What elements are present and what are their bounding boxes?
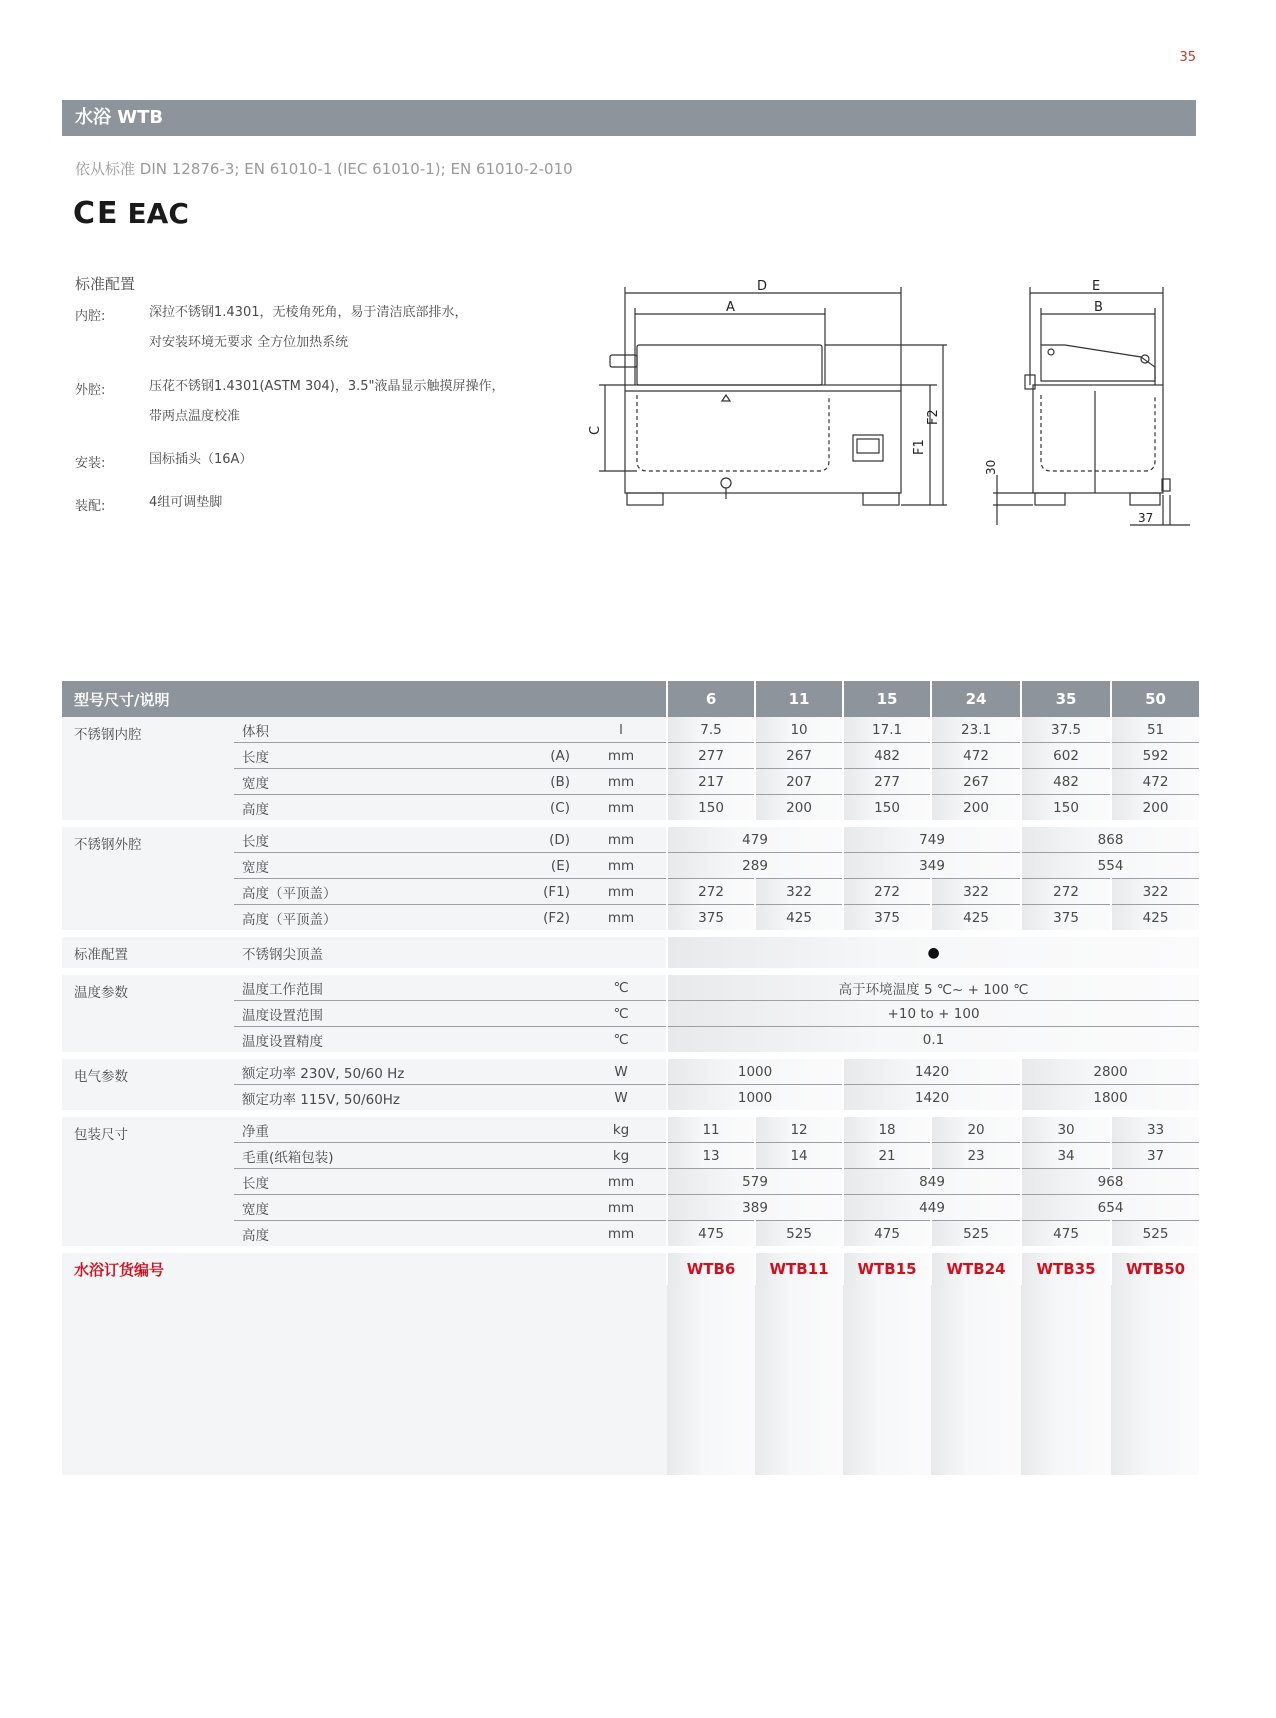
value-cell: 322 <box>755 879 843 905</box>
value-cell: 525 <box>755 1221 843 1247</box>
param-name: 宽度 <box>234 853 456 879</box>
param-name: 体积 <box>234 717 456 743</box>
group-label: 不锈钢外腔 <box>62 827 234 930</box>
value-cell: 267 <box>755 743 843 769</box>
param-name: 长度 <box>234 743 456 769</box>
value-cell: 289 <box>667 853 843 879</box>
value-cell: 479 <box>667 827 843 853</box>
param-symbol: (C) <box>456 795 576 821</box>
foot <box>627 493 663 505</box>
config-line: 带两点温度校准 <box>149 409 241 424</box>
group-label: 标准配置 <box>62 937 234 968</box>
table-row <box>62 717 1199 743</box>
front-handle <box>610 355 637 367</box>
table-header-label: 型号尺寸/说明 <box>62 681 667 717</box>
value-cell: 1420 <box>843 1085 1021 1111</box>
value-cell <box>667 937 1199 968</box>
filler-row <box>62 1285 1199 1475</box>
value-cell: 51 <box>1111 717 1199 743</box>
value-cell: 267 <box>931 769 1021 795</box>
label-f2: F2 <box>926 409 941 425</box>
value-cell: 482 <box>1021 769 1111 795</box>
value-cell: 277 <box>843 769 931 795</box>
inner-tank-outline <box>637 395 829 471</box>
value-cell: 13 <box>667 1143 755 1169</box>
value-cell: 654 <box>1021 1195 1199 1221</box>
order-code: WTB35 <box>1021 1253 1111 1285</box>
front-lid <box>637 345 822 385</box>
config-label: 外腔: <box>75 383 106 398</box>
table-row <box>62 827 1199 853</box>
param-symbol: (D) <box>456 827 576 853</box>
param-name: 长度 <box>234 1169 456 1195</box>
param-unit: ℃ <box>576 1027 667 1053</box>
value-cell: 272 <box>667 879 755 905</box>
value-cell: 579 <box>667 1169 843 1195</box>
value-cell: 375 <box>667 905 755 931</box>
param-unit: ℃ <box>576 1001 667 1027</box>
value-cell: 23.1 <box>931 717 1021 743</box>
value-cell: 17.1 <box>843 717 931 743</box>
value-cell: 449 <box>843 1195 1021 1221</box>
param-unit: ℃ <box>576 975 667 1001</box>
param-unit: mm <box>576 879 667 905</box>
param-symbol: (F1) <box>456 879 576 905</box>
config-line: 对安装环境无要求 全方位加热系统 <box>149 335 349 350</box>
side-lid <box>1041 345 1155 381</box>
value-cell: 7.5 <box>667 717 755 743</box>
value-cell: 272 <box>1021 879 1111 905</box>
standards-text: 依从标准 DIN 12876-3; EN 61010-1 (IEC 61010-1); EN 61010-2-010 <box>75 160 573 178</box>
value-cell: 322 <box>1111 879 1199 905</box>
ce-mark: CE <box>73 196 120 231</box>
value-cell: 472 <box>1111 769 1199 795</box>
param-symbol: (E) <box>456 853 576 879</box>
value-cell: 425 <box>755 905 843 931</box>
param-symbol: (F2) <box>456 905 576 931</box>
dimension-drawing <box>585 275 1195 535</box>
value-cell: 200 <box>755 795 843 821</box>
label-a: A <box>726 300 735 315</box>
param-symbol <box>456 975 576 1001</box>
order-code: WTB6 <box>667 1253 755 1285</box>
param-symbol <box>456 1221 576 1247</box>
order-code: WTB11 <box>755 1253 843 1285</box>
param-symbol: (A) <box>456 743 576 769</box>
param-unit: kg <box>576 1117 667 1143</box>
value-cell: 272 <box>843 879 931 905</box>
value-cell: 592 <box>1111 743 1199 769</box>
table-row <box>62 1059 1199 1085</box>
value-cell: 525 <box>1111 1221 1199 1247</box>
param-unit: mm <box>576 827 667 853</box>
spec-table <box>62 681 1199 1475</box>
value-cell: 475 <box>667 1221 755 1247</box>
param-unit: mm <box>576 905 667 931</box>
param-unit: kg <box>576 1143 667 1169</box>
param-name: 宽度 <box>234 769 456 795</box>
label-f1: F1 <box>912 439 927 455</box>
param-name: 高度（平顶盖） <box>234 905 456 931</box>
config-line: 深拉不锈钢1.4301，无棱角死角，易于清洁底部排水， <box>149 305 468 320</box>
foot <box>863 493 899 505</box>
certification-marks <box>73 196 189 231</box>
group-label: 包装尺寸 <box>62 1117 234 1246</box>
value-cell: +10 to + 100 <box>667 1001 1199 1027</box>
label-e: E <box>1092 279 1101 294</box>
model-header: 24 <box>931 681 1021 717</box>
param-name: 长度 <box>234 827 456 853</box>
value-cell: 150 <box>1021 795 1111 821</box>
value-cell: 554 <box>1021 853 1199 879</box>
order-label: 水浴订货编号 <box>62 1253 667 1285</box>
group-label: 电气参数 <box>62 1059 234 1110</box>
param-name: 净重 <box>234 1117 456 1143</box>
value-cell: 37.5 <box>1021 717 1111 743</box>
config-label: 内腔: <box>75 309 106 324</box>
config-line: 压花不锈钢1.4301(ASTM 304)，3.5"液晶显示触摸屏操作， <box>149 379 505 394</box>
value-cell: 12 <box>755 1117 843 1143</box>
value-cell: 349 <box>843 853 1021 879</box>
drain-valve <box>721 478 731 488</box>
value-cell: 150 <box>843 795 931 821</box>
value-cell: 20 <box>931 1117 1021 1143</box>
label-b: B <box>1094 300 1103 315</box>
param-symbol: (B) <box>456 769 576 795</box>
value-cell: 475 <box>1021 1221 1111 1247</box>
param-unit: mm <box>576 1221 667 1247</box>
value-cell: 14 <box>755 1143 843 1169</box>
param-symbol <box>456 1195 576 1221</box>
param-unit <box>576 937 667 968</box>
page-number: 35 <box>1179 50 1196 65</box>
param-symbol <box>456 1027 576 1053</box>
config-line: 4组可调垫脚 <box>149 495 223 510</box>
param-name: 毛重(纸箱包装) <box>234 1143 456 1169</box>
config-label: 装配: <box>75 499 106 514</box>
value-cell: 868 <box>1021 827 1199 853</box>
value-cell: 11 <box>667 1117 755 1143</box>
value-cell: 472 <box>931 743 1021 769</box>
side-body <box>1033 385 1163 493</box>
value-cell: 1000 <box>667 1085 843 1111</box>
param-unit: mm <box>576 1169 667 1195</box>
label-37: 37 <box>1138 511 1154 525</box>
table-header-row <box>62 681 1199 717</box>
param-name: 高度 <box>234 795 456 821</box>
table-row <box>62 1117 1199 1143</box>
param-name: 高度 <box>234 1221 456 1247</box>
label-30: 30 <box>984 459 998 475</box>
param-name: 宽度 <box>234 1195 456 1221</box>
foot <box>1035 493 1065 505</box>
model-header: 50 <box>1111 681 1199 717</box>
param-unit: mm <box>576 1195 667 1221</box>
value-cell: 高于环境温度 5 ℃~ + 100 ℃ <box>667 975 1199 1001</box>
value-cell: 207 <box>755 769 843 795</box>
param-unit: mm <box>576 743 667 769</box>
value-cell: 37 <box>1111 1143 1199 1169</box>
value-cell: 0.1 <box>667 1027 1199 1053</box>
param-symbol <box>456 937 576 968</box>
order-code: WTB24 <box>931 1253 1021 1285</box>
param-unit: W <box>576 1059 667 1085</box>
value-cell: 389 <box>667 1195 843 1221</box>
eac-mark: EAC <box>127 197 189 230</box>
param-symbol <box>456 717 576 743</box>
param-symbol <box>456 1169 576 1195</box>
value-cell: 322 <box>931 879 1021 905</box>
group-label: 不锈钢内腔 <box>62 717 234 820</box>
page-title: 水浴 WTB <box>62 100 1196 136</box>
value-cell: 217 <box>667 769 755 795</box>
value-cell: 602 <box>1021 743 1111 769</box>
param-unit: mm <box>576 795 667 821</box>
param-name: 温度设置精度 <box>234 1027 456 1053</box>
param-unit: mm <box>576 853 667 879</box>
value-cell: 200 <box>931 795 1021 821</box>
value-cell: 200 <box>1111 795 1199 821</box>
param-symbol <box>456 1085 576 1111</box>
value-cell: 968 <box>1021 1169 1199 1195</box>
model-header: 15 <box>843 681 931 717</box>
config-line: 国标插头（16A） <box>149 452 253 467</box>
config-heading: 标准配置 <box>75 275 136 293</box>
value-cell: 1000 <box>667 1059 843 1085</box>
param-name: 额定功率 230V, 50/60 Hz <box>234 1059 456 1085</box>
param-name: 温度设置范围 <box>234 1001 456 1027</box>
order-code: WTB50 <box>1111 1253 1199 1285</box>
model-header: 35 <box>1021 681 1111 717</box>
value-cell: 475 <box>843 1221 931 1247</box>
param-name: 温度工作范围 <box>234 975 456 1001</box>
param-symbol <box>456 1143 576 1169</box>
value-cell: 150 <box>667 795 755 821</box>
included-dot-icon: ● <box>927 944 940 961</box>
value-cell: 425 <box>931 905 1021 931</box>
value-cell: 34 <box>1021 1143 1111 1169</box>
label-d: D <box>757 279 768 294</box>
foot <box>1130 493 1160 505</box>
value-cell: 375 <box>843 905 931 931</box>
value-cell: 33 <box>1111 1117 1199 1143</box>
param-name: 不锈钢尖顶盖 <box>234 937 456 968</box>
group-label: 温度参数 <box>62 975 234 1052</box>
value-cell: 849 <box>843 1169 1021 1195</box>
table-row <box>62 975 1199 1001</box>
param-unit: mm <box>576 769 667 795</box>
value-cell: 425 <box>1111 905 1199 931</box>
order-row <box>62 1253 1199 1285</box>
value-cell: 21 <box>843 1143 931 1169</box>
param-symbol <box>456 1001 576 1027</box>
value-cell: 277 <box>667 743 755 769</box>
param-symbol <box>456 1059 576 1085</box>
value-cell: 482 <box>843 743 931 769</box>
label-c: C <box>588 425 603 435</box>
value-cell: 10 <box>755 717 843 743</box>
value-cell: 18 <box>843 1117 931 1143</box>
value-cell: 23 <box>931 1143 1021 1169</box>
param-name: 额定功率 115V, 50/60Hz <box>234 1085 456 1111</box>
value-cell: 2800 <box>1021 1059 1199 1085</box>
table-row <box>62 937 1199 968</box>
param-symbol <box>456 1117 576 1143</box>
order-code: WTB15 <box>843 1253 931 1285</box>
param-name: 高度（平顶盖） <box>234 879 456 905</box>
value-cell: 1800 <box>1021 1085 1199 1111</box>
value-cell: 30 <box>1021 1117 1111 1143</box>
value-cell: 749 <box>843 827 1021 853</box>
value-cell: 525 <box>931 1221 1021 1247</box>
config-label: 安装: <box>75 456 106 471</box>
param-unit: l <box>576 717 667 743</box>
model-header: 6 <box>667 681 755 717</box>
model-header: 11 <box>755 681 843 717</box>
value-cell: 1420 <box>843 1059 1021 1085</box>
param-unit: W <box>576 1085 667 1111</box>
value-cell: 375 <box>1021 905 1111 931</box>
